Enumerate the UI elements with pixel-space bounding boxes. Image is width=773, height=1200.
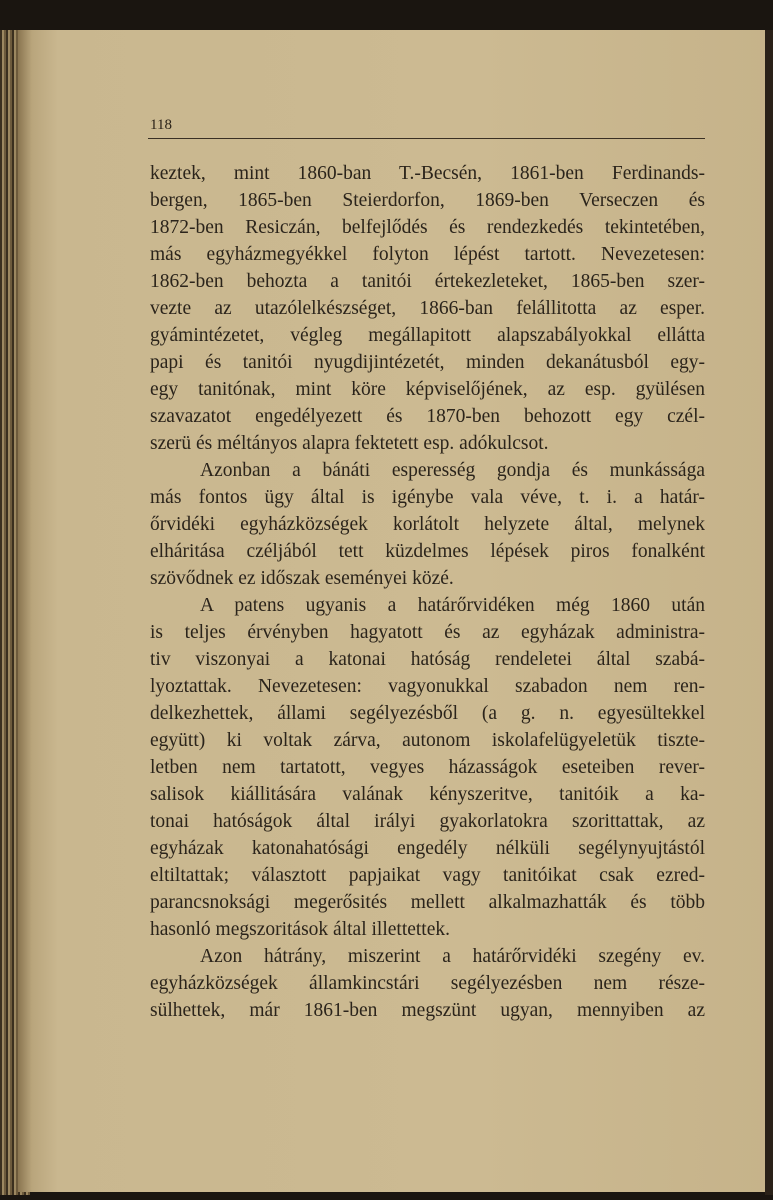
text-line: elháritása czéljából tett küzdelmes lépések piros fonalként bbox=[150, 541, 705, 562]
text-line: 1872-ben Resiczán, belfejlődés és rendezkedés tekintetében, bbox=[150, 217, 705, 238]
page-right-edge bbox=[765, 30, 773, 1195]
text-line: szövődnek ez időszak eseményei közé. bbox=[150, 568, 454, 589]
text-line: keztek, mint 1860-ban T.-Becsén, 1861-ben Ferdinands- bbox=[150, 163, 705, 184]
text-line: tonai hatóságok által irályi gyakorlatokra szorittattak, az bbox=[150, 811, 705, 832]
text-line: eltiltattak; választott papjaikat vagy tanitóikat csak ezred- bbox=[150, 865, 705, 886]
text-line: együtt) ki voltak zárva, autonom iskolafelügyeletük tiszte- bbox=[150, 730, 705, 751]
text-line: is teljes érvényben hagyatott és az egyházak administra- bbox=[150, 622, 705, 643]
text-line: bergen, 1865-ben Steierdorfon, 1869-ben Verseczen és bbox=[150, 190, 705, 211]
text-line: 1862-ben behozta a tanitói értekezleteket, 1865-ben szer- bbox=[150, 271, 705, 292]
text-line: Azon hátrány, miszerint a határőrvidéki szegény ev. bbox=[200, 946, 705, 967]
text-line: vezte az utazólelkészséget, 1866-ban felállitotta az esper. bbox=[150, 298, 705, 319]
text-line: lyoztattak. Nevezetesen: vagyonukkal szabadon nem ren- bbox=[150, 676, 705, 697]
header-rule bbox=[148, 138, 705, 139]
text-line: más fontos ügy által is igénybe vala véve, t. i. a határ- bbox=[150, 487, 705, 508]
text-line: egy tanitónak, mint köre képviselőjének, az esp. gyülésen bbox=[150, 379, 705, 400]
body-text bbox=[150, 160, 705, 1024]
text-line: szerü és méltányos alapra fektetett esp. adókulcsot. bbox=[150, 433, 549, 454]
text-line: őrvidéki egyházközségek korlátolt helyzete által, melynek bbox=[150, 514, 705, 535]
text-line: papi és tanitói nyugdijintézetét, minden dekanátusból egy- bbox=[150, 352, 705, 373]
text-line: parancsnoksági megerősités mellett alkalmazhatták és több bbox=[150, 892, 705, 913]
text-line: letben nem tartatott, vegyes házasságok eseteiben rever- bbox=[150, 757, 705, 778]
text-line: tiv viszonyai a katonai hatóság rendeletei által szabá- bbox=[150, 649, 705, 670]
text-line: egyházak katonahatósági engedély nélküli segélynyujtástól bbox=[150, 838, 705, 859]
text-line: gyámintézetet, végleg megállapitott alapszabályokkal ellátta bbox=[150, 325, 705, 346]
text-line: sülhettek, már 1861-ben megszünt ugyan, mennyiben az bbox=[150, 1000, 705, 1021]
text-line: hasonló megszoritások által illettettek. bbox=[150, 919, 451, 940]
text-line: más egyházmegyékkel folyton lépést tartott. Nevezetesen: bbox=[150, 244, 705, 265]
text-line: egyházközségek államkincstári segélyezésben nem része- bbox=[150, 973, 705, 994]
text-line: salisok kiállitására valának kényszeritve, tanitóik a ka- bbox=[150, 784, 705, 805]
page-number: 118 bbox=[150, 117, 172, 133]
text-line: A patens ugyanis a határőrvidéken még 1860 után bbox=[200, 595, 705, 616]
text-line: szavazatot engedélyezett és 1870-ben behozott egy czél- bbox=[150, 406, 705, 427]
text-line: delkezhettek, állami segélyezésből (a g. n. egyesültekkel bbox=[150, 703, 705, 724]
text-line: Azonban a bánáti esperesség gondja és munkássága bbox=[200, 460, 705, 481]
